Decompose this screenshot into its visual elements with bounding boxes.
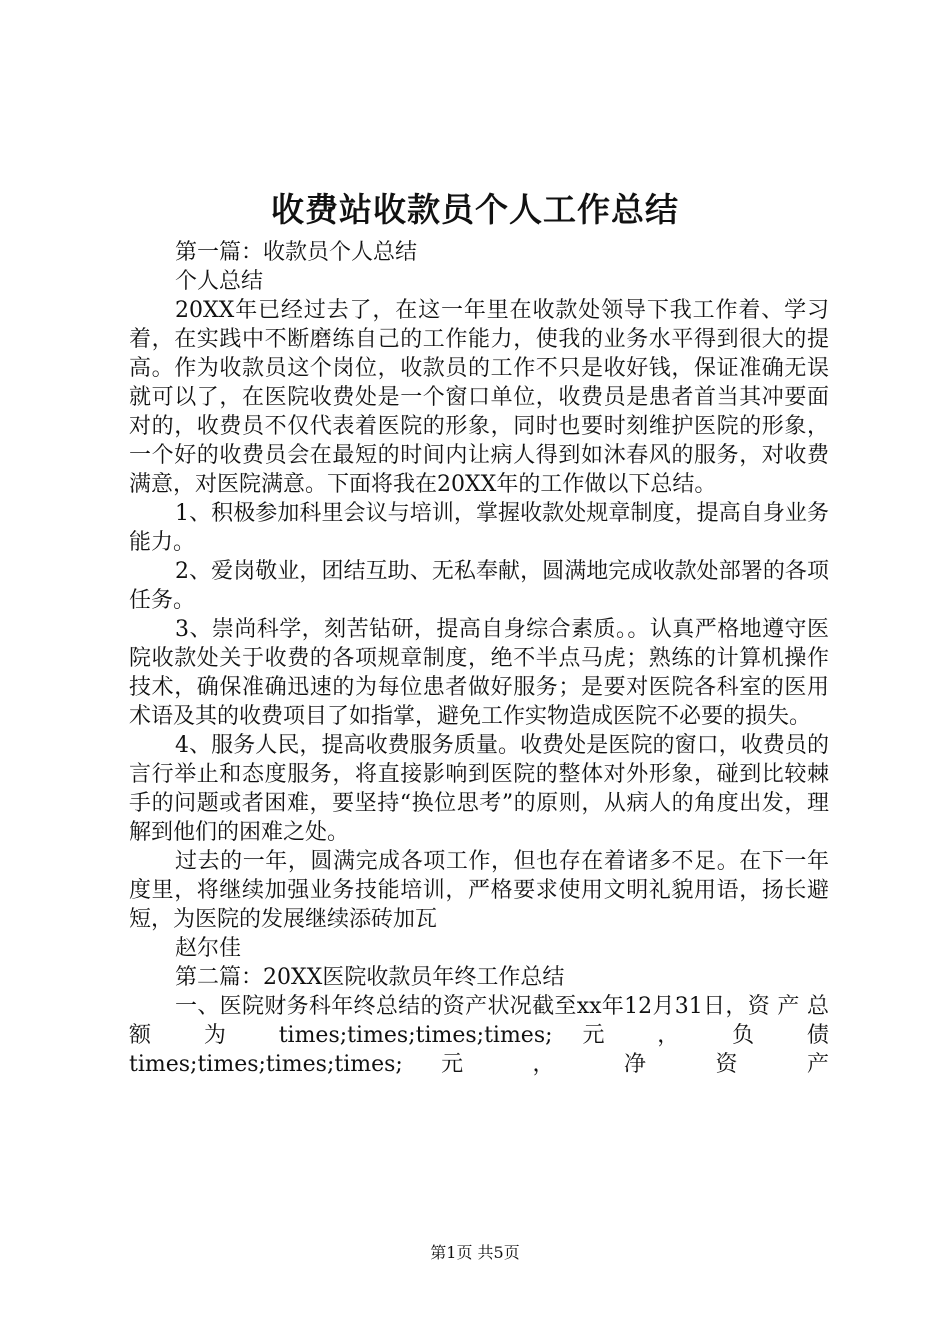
list-item-1: 1、积极参加科里会议与培训，掌握收款处规章制度，提高自身业务能力。 xyxy=(129,501,829,555)
paragraph-conclusion: 过去的一年，圆满完成各项工作，但也存在着诸多不足。在下一年度里，将继续加强业务技能培训，严格要求使用文明礼貌用语，扬长避短，为医院的发展继续添砖加瓦 xyxy=(129,849,829,932)
subheading: 个人总结 xyxy=(175,269,264,294)
section-heading-2: 第二篇：20XX医院收款员年终工作总结 xyxy=(175,965,565,990)
list-item-4: 4、服务人民，提高收费服务质量。收费处是医院的窗口，收费员的言行举止和态度服务，将直接影响到医院的整体对外形象，碰到比较棘手的问题或者困难，要坚持“换位思考”的原则，从病人的角度出发，理解到他们的困难之处。 xyxy=(129,733,829,845)
list-item-3: 3、崇尚科学，刻苦钻研，提高自身综合素质。。认真严格地遵守医院收款处关于收费的各项规章制度，绝不半点马虎；熟练的计算机操作技术，确保准确迅速的为每位患者做好服务；是要对医院各科室的医用术语及其的收费项目了如指掌，避免工作实物造成医院不必要的损失。 xyxy=(129,617,829,729)
list-item-2: 2、爱岗敬业，团结互助、无私奉献，圆满地完成收款处部署的各项任务。 xyxy=(129,559,829,613)
document-body xyxy=(129,238,829,1079)
paragraph-assets: 一、医院财务科年终总结的资产状况截至xx年12月31日，资 产 总 额 为 times;times;times;times; 元 ， 负 债 times;times;times;times; 元 ， 净 资 产 xyxy=(129,994,829,1077)
document-title: 收费站收款员个人工作总结 xyxy=(271,190,679,229)
paragraph-intro: 20XX年已经过去了，在这一年里在收款处领导下我工作着、学习着，在实践中不断磨练自己的工作能力，使我的业务水平得到很大的提高。作为收款员这个岗位，收款员的工作不只是收好钱，保证准确无误就可以了，在医院收费处是一个窗口单位，收费员是患者首当其冲要面对的，收费员不仅代表着医院的形象，同时也要时刻维护医院的形象，一个好的收费员会在最短的时间内让病人得到如沐春风的服务，对收费满意，对医院满意。下面将我在20XX年的工作做以下总结。 xyxy=(129,298,829,497)
section-heading-1: 第一篇：收款员个人总结 xyxy=(175,240,418,265)
author-name: 赵尔佳 xyxy=(175,936,242,961)
page-footer: 第1页 共5页 xyxy=(430,1243,520,1262)
